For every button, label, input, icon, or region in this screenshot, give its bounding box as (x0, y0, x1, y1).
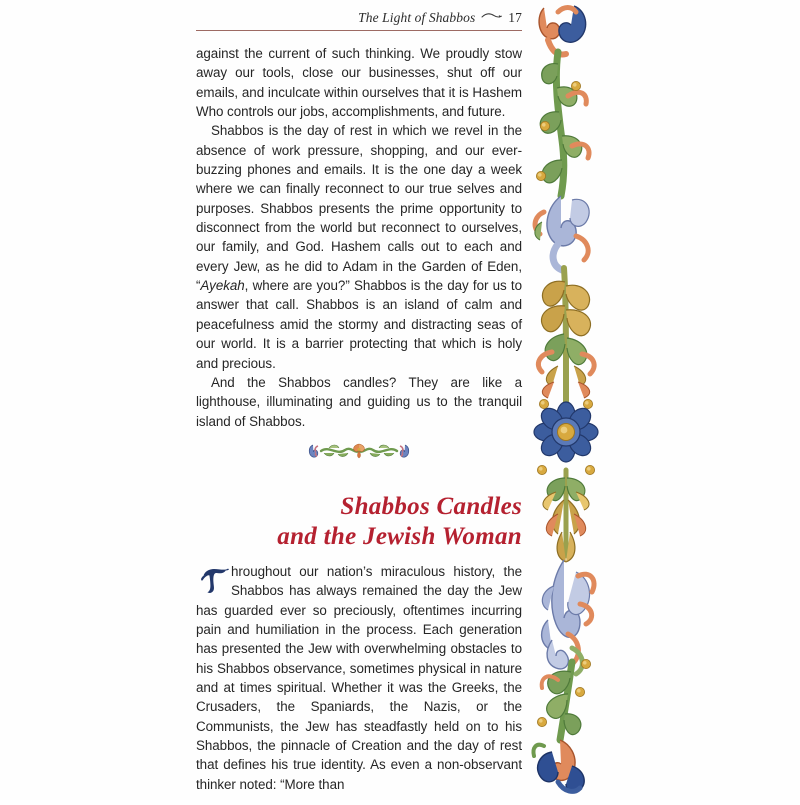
paragraph-text-part-1: Shabbos is the day of rest in which we revel in the absence of work pressure, shopping, and our ever-buzzing phones and emails. It is the one day a week where we can finally reconnect to our true selves and purposes. Shabbos presents the prime opportunity to disconnect from the world but reconnect to ourselves, our family, and God. Hashem calls out to each and every Jew, as he did to Adam in the Garden of Eden, “ (196, 123, 522, 294)
opening-paragraph-text: hroughout our nation’s miraculous history, the Shabbos has always remained the day the Jew has guarded ever so preciously, oftentimes incurring pain and humiliation in the process. Each generation has presented the Jew with overwhelming obstacles to his Shabbos observance, sometimes physical in nature and at times spiritual. Whether it was the Greeks, the Crusaders, the Spaniards, the Nazis, or the Communists, the Jew has steadfastly held on to his Shabbos, the pinnacle of Creation and the day of rest that defines his true identity. As even a non-observant thinker noted: “More than (196, 564, 522, 792)
running-head (196, 8, 522, 26)
drop-cap-letter-t (196, 563, 230, 597)
section-divider (196, 441, 522, 461)
header-rule (196, 30, 522, 31)
italic-term-ayekah: Ayekah (200, 278, 245, 294)
floral-ornament-divider-icon (307, 448, 411, 465)
chapter-title (196, 492, 522, 552)
paragraph-text-part-2: , where are you?” Shabbos is the day for us to answer that call. Shabbos is an island of calm and peacefulness amid the stormy and distracting seas of our world. It is a barrier protecting that which is holy and precious. (196, 278, 522, 371)
running-head-title: The Light of Shabbos (358, 10, 476, 25)
page-number: 17 (508, 10, 522, 25)
text-column (196, 44, 522, 431)
swash-flourish-icon (481, 8, 503, 24)
opening-paragraph-block (196, 562, 522, 794)
paragraph-continuation: against the current of such thinking. We proudly stow away our tools, close our businesses, shut off our emails, and inculcate within ourselves that it is Hashem Who controls our jobs, accomplishments, and future. (196, 46, 522, 120)
chapter-title-line-1: Shabbos Candles (340, 493, 522, 520)
paragraph-shabbos-rest (196, 121, 522, 372)
chapter-title-line-2: and the Jewish Woman (277, 523, 522, 550)
illuminated-acanthus-border-icon (528, 0, 608, 800)
paragraph-candles-lighthouse: And the Shabbos candles? They are like a lighthouse, illuminating and guiding us to the tranquil island of Shabbos. (196, 374, 522, 429)
